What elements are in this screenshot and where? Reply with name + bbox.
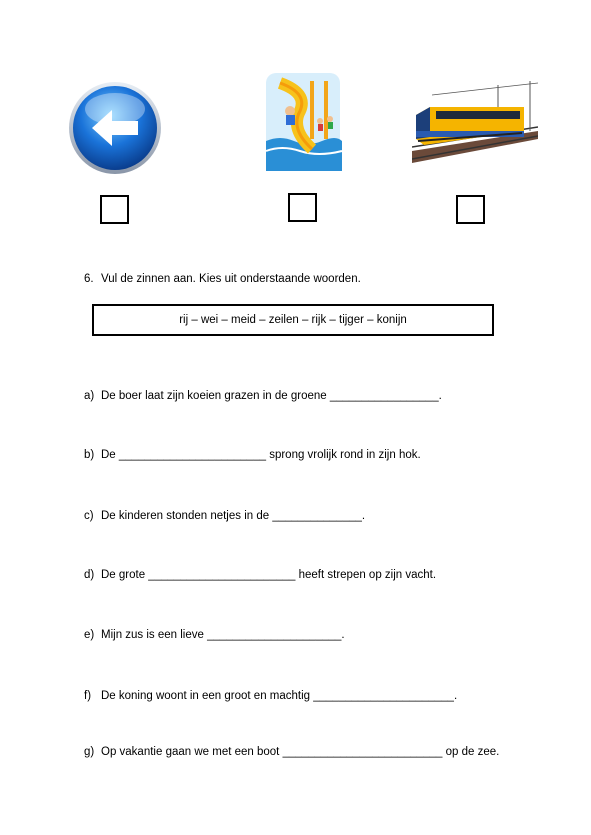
question-instruction: Vul de zinnen aan. Kies uit onderstaande woorden. xyxy=(101,273,361,285)
question-number: 6. xyxy=(84,273,94,285)
sentence-f xyxy=(84,690,457,702)
word-bank: rij – wei – meid – zeilen – rijk – tijger – konijn xyxy=(92,304,494,336)
sentence-d xyxy=(84,569,436,581)
sentence-label: f) xyxy=(84,690,92,702)
sentence-text: De boer laat zijn koeien grazen in de groene _________________. xyxy=(101,390,442,402)
water-slide-image xyxy=(260,71,343,175)
sentence-text: De grote _______________________ heeft strepen op zijn vacht. xyxy=(101,569,437,581)
sentence-label: e) xyxy=(84,629,95,641)
sentence-label: b) xyxy=(84,449,95,461)
sentence-e xyxy=(84,629,345,641)
back-arrow-icon xyxy=(68,81,162,175)
sentence-label: c) xyxy=(84,510,94,522)
sentence-c xyxy=(84,510,365,522)
sentence-g xyxy=(84,746,499,758)
checkbox-3[interactable] xyxy=(456,195,485,224)
sentence-b xyxy=(84,449,421,461)
sentence-text: Mijn zus is een lieve _____________________. xyxy=(101,629,345,641)
checkbox-1[interactable] xyxy=(100,195,129,224)
question-heading xyxy=(84,273,361,285)
checkbox-2[interactable] xyxy=(288,193,317,222)
sentence-label: d) xyxy=(84,569,95,581)
sentence-label: a) xyxy=(84,390,95,402)
sentence-text: De koning woont in een groot en machtig ______________________. xyxy=(101,690,458,702)
sentence-a xyxy=(84,390,442,402)
train-image xyxy=(412,81,538,167)
sentence-text: De kinderen stonden netjes in de ______________. xyxy=(101,510,366,522)
sentence-label: g) xyxy=(84,746,95,758)
sentence-text: De _______________________ sprong vrolijk rond in zijn hok. xyxy=(101,449,421,461)
sentence-text: Op vakantie gaan we met een boot _________________________ op de zee. xyxy=(101,746,500,758)
